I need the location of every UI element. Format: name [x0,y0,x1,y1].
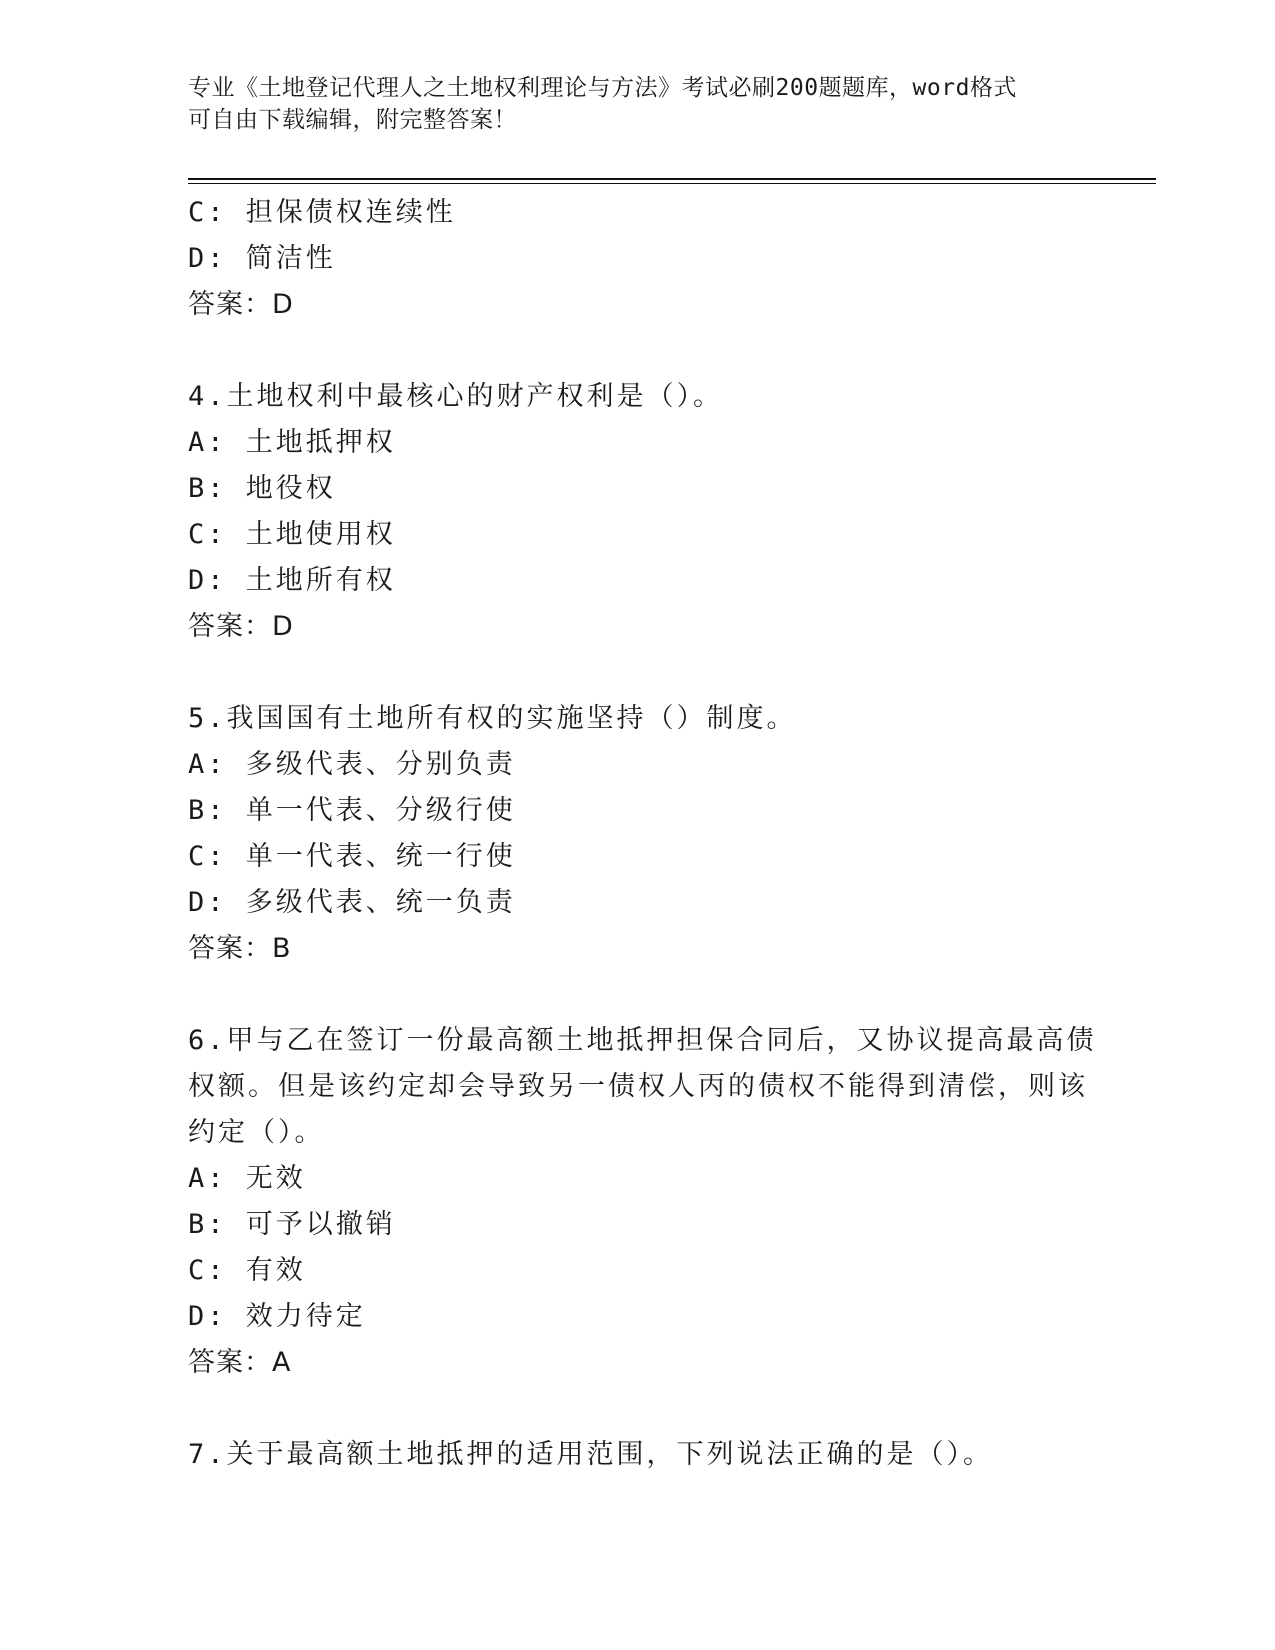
option-a: A: 土地抵押权 [188,427,396,458]
option-d: D: 土地所有权 [188,565,396,596]
option-d: D: 效力待定 [188,1301,366,1332]
header-line-2: 可自由下载编辑，附完整答案！ [188,107,517,133]
option-a: A: 无效 [188,1163,306,1194]
question-text-line-2: 权额。但是该约定却会导致另一债权人丙的债权不能得到清偿，则该 [188,1071,1088,1102]
option-b: B: 地役权 [188,473,336,504]
answer-line: 答案：D [188,611,294,642]
page-header [188,72,1068,136]
question-7 [188,1432,1078,1478]
header-line-1: 专业《土地登记代理人之土地权利理论与方法》考试必刷200题题库，word格式 [188,75,1017,101]
option-c: C: 单一代表、统一行使 [188,841,516,872]
question-text-line-1: 6.甲与乙在签订一份最高额土地抵押担保合同后，又协议提高最高债 [188,1025,1097,1056]
option-b: B: 单一代表、分级行使 [188,795,516,826]
option-d: D: 多级代表、统一负责 [188,887,516,918]
question-5 [188,696,1078,972]
answer-line: 答案：B [188,933,292,964]
option-b: B: 可予以撤销 [188,1209,396,1240]
question-3-continued [188,190,1078,328]
spacer [188,972,1078,1018]
option-a: A: 多级代表、分别负责 [188,749,516,780]
spacer [188,328,1078,374]
answer-line: 答案：A [188,1347,292,1378]
option-c: C: 担保债权连续性 [188,197,456,228]
question-6 [188,1018,1097,1386]
option-c: C: 有效 [188,1255,306,1286]
header-divider [188,178,1156,184]
option-d: D: 简洁性 [188,243,336,274]
spacer [188,1386,1078,1432]
spacer [188,650,1078,696]
question-text: 4.土地权利中最核心的财产权利是（）。 [188,381,724,412]
option-c: C: 土地使用权 [188,519,396,550]
question-list [188,190,1097,1478]
question-text: 5.我国国有土地所有权的实施坚持（）制度。 [188,703,797,734]
answer-line: 答案：D [188,289,294,320]
question-text: 7.关于最高额土地抵押的适用范围，下列说法正确的是（）。 [188,1439,994,1470]
question-text-line-3: 约定（）。 [188,1117,325,1148]
question-4 [188,374,1078,650]
